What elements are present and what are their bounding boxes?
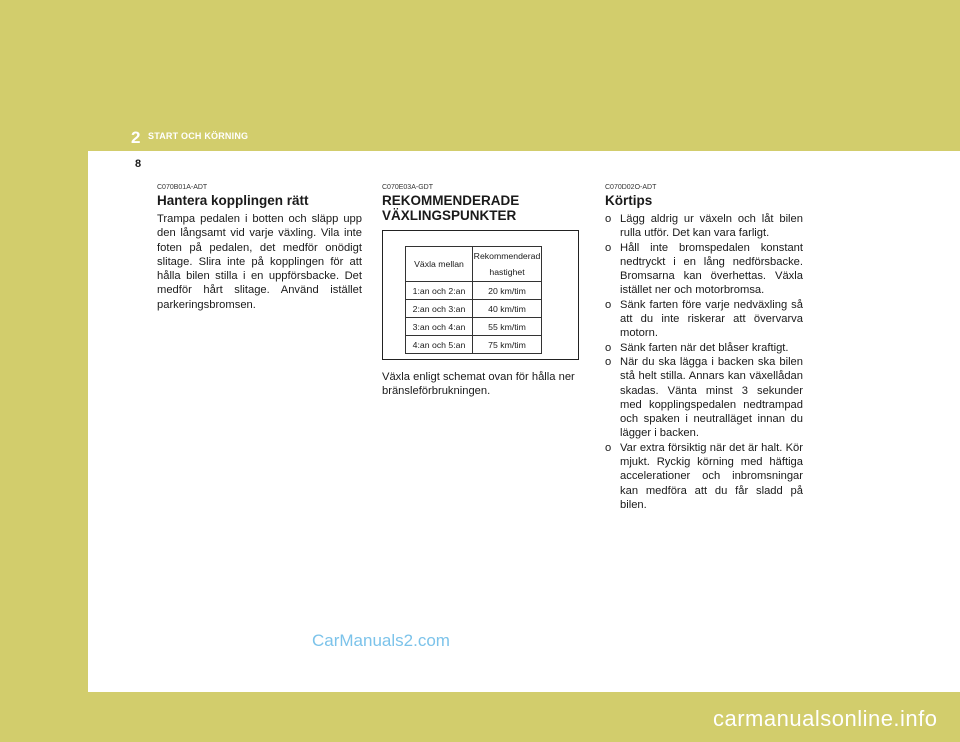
chapter-number: 2 [131,128,141,147]
bullet: o [605,241,612,254]
tip-text: Var extra försiktig när det är halt. Kör mjukt. Ryckig körning med häftiga accelerationer och inbromsningar kan medföra att du får sladd på bilen. [620,441,803,511]
watermark-carmanuals2: CarManuals2.com [312,631,450,650]
table-row [406,336,542,354]
shift-table-frame [382,230,579,360]
gears-cell: 2:an och 3:an [406,300,473,318]
list-item [605,298,803,341]
section-heading: Körtips [605,193,653,208]
section-driving-tips [605,184,803,512]
list-item [605,212,803,241]
section-heading [382,193,580,223]
watermark-carmanualsonline: carmanualsonline.info [713,706,938,731]
tips-list [605,212,803,512]
table-row [406,300,542,318]
bullet: o [605,355,612,368]
gears-cell: 4:an och 5:an [406,336,473,354]
section-body: Trampa pedalen i botten och släpp upp den långsamt vid varje växling. Vila inte foten på pedalen, det medför onödigt slitage. Slira inte på kopplingen för att hålla bilen stilla i en uppförsbacke. Det medför hårt slitage. Använd istället parkeringsbromsen. [157,213,362,311]
bullet: o [605,441,612,454]
header-speed-line-2: hastighet [489,267,525,277]
gears-cell: 1:an och 2:an [406,282,473,300]
speed-cell: 40 km/tim [473,300,542,318]
chapter-title: START OCH KÖRNING [148,131,249,141]
bullet: o [605,341,612,354]
header-band [0,0,960,151]
gears-cell: 3:an och 4:an [406,318,473,336]
shift-table [405,246,542,354]
tip-text: Sänk farten före varje nedväxling så att du inte riskerar att övervarva motorn. [620,298,803,340]
tip-text: Håll inte bromspedalen konstant nedtryckt i en lång nedförsbacke. Bromsarna kan överhettas. Växla istället ner och motorbromsa. [620,241,803,297]
list-item [605,241,803,298]
section-shift-points [382,184,580,399]
heading-line-1: REKOMMENDERADE [382,193,520,208]
bullet: o [605,298,612,311]
page-number: 8 [135,158,142,170]
section-code: C070B01A-ADT [157,184,208,191]
bullet: o [605,213,612,225]
list-item [605,355,803,441]
tip-text: När du ska lägga i backen ska bilen stå helt stilla. Annars kan växellådan skadas. Vänta minst 3 sekunder med kopplingspedalen nedtrampad och spaken i neutralläget innan du lägger i backen. [620,355,803,440]
heading-line-2: VÄXLINGSPUNKTER [382,208,517,223]
section-code: C070E03A-GDT [382,184,433,191]
tip-text: Lägg aldrig ur växeln och låt bilen rulla utför. Det kan vara farligt. [620,213,803,240]
side-band [0,151,88,692]
speed-cell: 55 km/tim [473,318,542,336]
list-item [605,341,803,355]
tip-text: Sänk farten när det blåser kraftigt. [620,341,789,354]
header-speed-line-1: Rekommenderad [473,251,541,261]
section-heading: Hantera kopplingen rätt [157,193,309,208]
table-header-row [406,247,542,282]
section-clutch [157,184,362,312]
list-item [605,441,803,512]
speed-cell: 20 km/tim [473,282,542,300]
table-row [406,318,542,336]
section-body: Växla enligt schemat ovan för hålla ner bränsleförbrukningen. [382,371,575,398]
speed-cell: 75 km/tim [473,336,542,354]
header-speed [473,247,542,282]
table-row [406,282,542,300]
header-gears: Växla mellan [406,247,473,282]
section-code: C070D02O-ADT [605,184,657,191]
